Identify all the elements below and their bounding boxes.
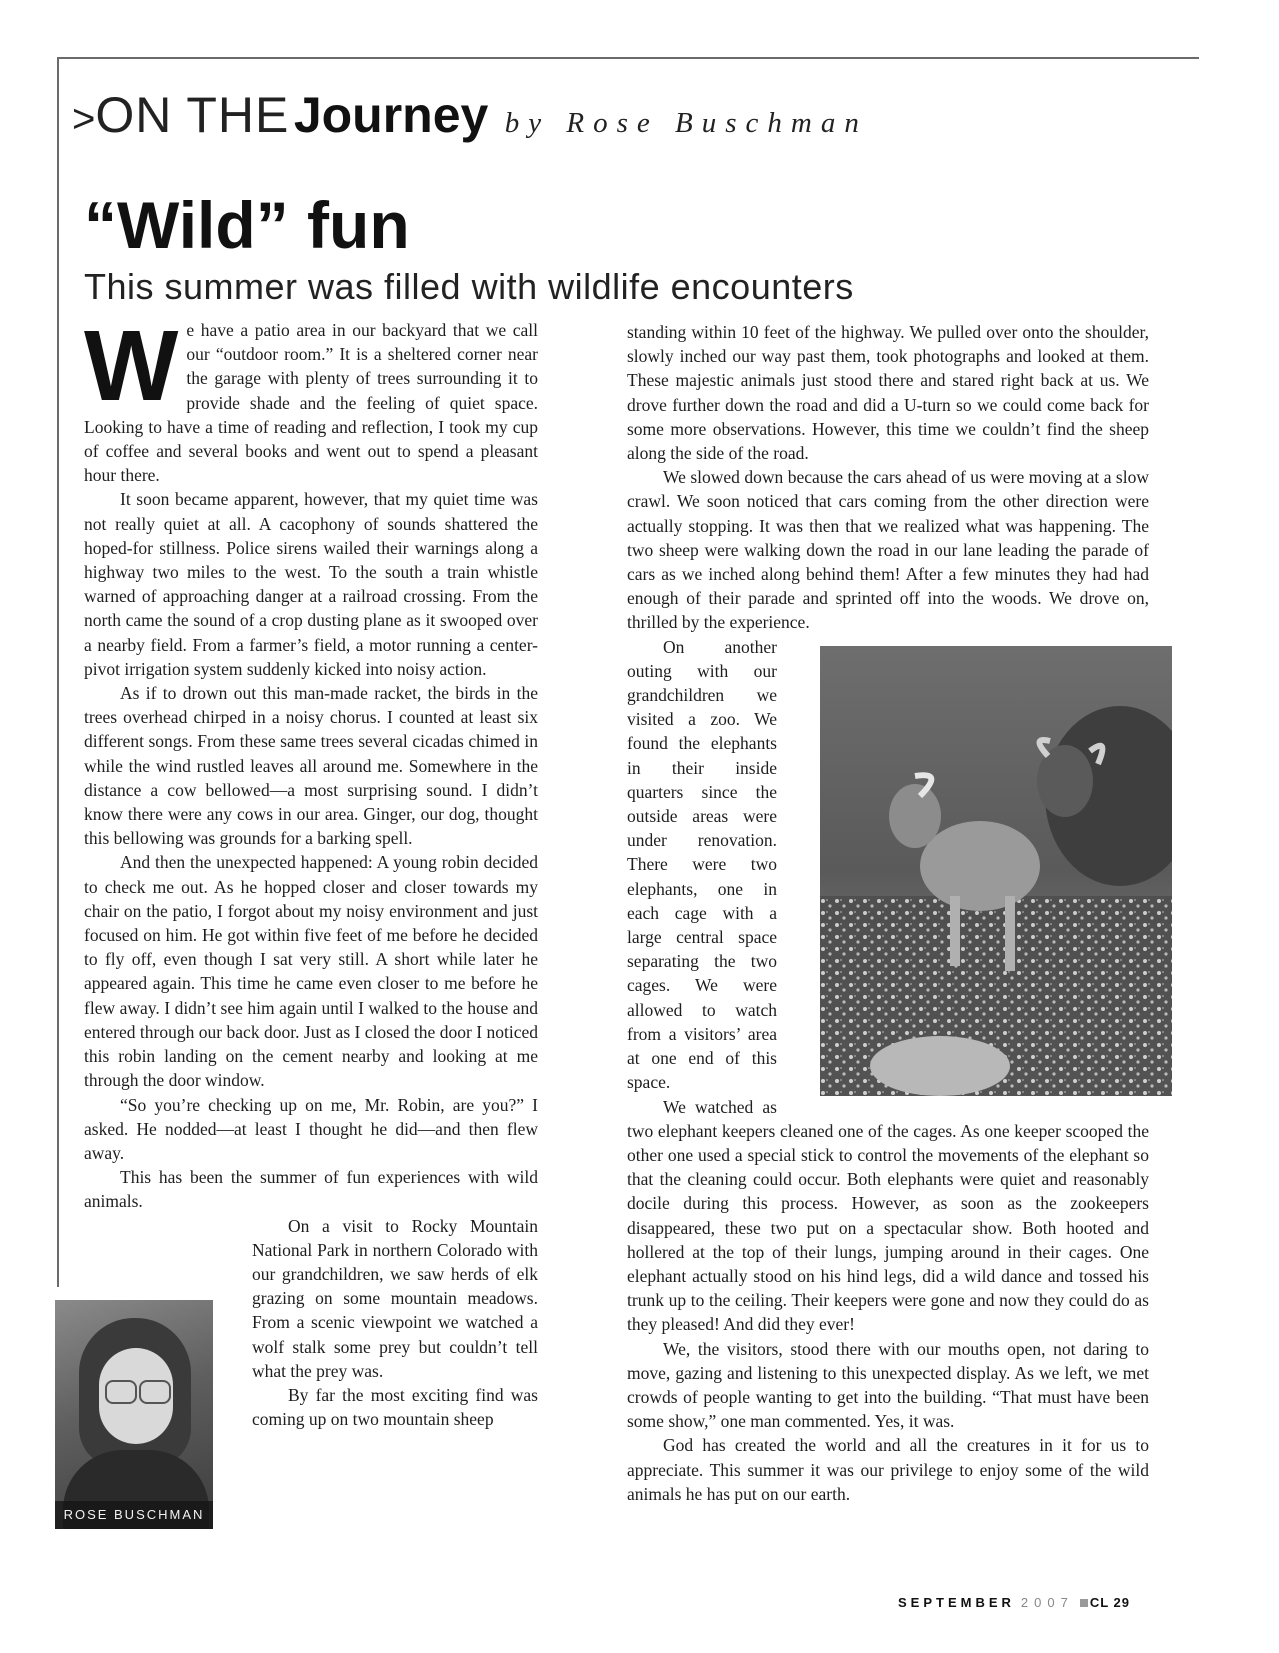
- glasses-lens-left: [105, 1380, 137, 1404]
- byline: by Rose Buschman: [504, 107, 868, 139]
- paragraph: On another outing with our grandchildren we visited a zoo. We found the elephants in their inside quarters since the outside areas were under renovation. There were two elephants, one in each cage with a large central space separating the two cages. We were allowed to watch from a visitors’ area at one end of this space.: [627, 636, 777, 1093]
- article-headline: “Wild” fun: [84, 188, 410, 262]
- arrow-icon: >: [72, 97, 96, 141]
- drop-cap: W: [84, 310, 179, 422]
- page-footer: [800, 1595, 1130, 1610]
- article-subhead: This summer was filled with wildlife encounters: [84, 266, 854, 307]
- paragraph: We watched as two elephant keepers cleaned one of the cages. As one keeper scooped the other one used a special stick to control the movements of the elephant so that the cleaning could occur. Both elephants were quiet and reasonably docile during this process. However, as soon as the zookeepers disappeared, these two put on a spectacular show. Both hooted and hollered at the top of their lungs, jumping around in their cages. One elephant actually stood on his hind legs, did a wild dance and tossed his trunk up to the ceiling. Their keepers were gone and now they could do as they pleased! And did they ever!: [627, 1096, 1149, 1335]
- paragraph: As if to drown out this man-made racket, the birds in the trees overhead chirped in a noisy chorus. I counted at least six different songs. From these same trees several cicadas chimed in while the wind rustled leaves all around me. Somewhere in the distance a cow bellowed—a most surprising sound. I didn’t know there were any cows in our area. Ginger, our dog, thought this bellowing was grounds for a barking spell.: [84, 683, 538, 849]
- frame-left-rule: [57, 57, 59, 1287]
- column-header: [72, 80, 1192, 150]
- author-photo: [55, 1300, 213, 1529]
- sheep-left-head: [889, 784, 941, 848]
- paragraph: We have a patio area in our backyard that we call our “outdoor room.” It is a sheltered corner near the garage with plenty of trees surrounding it to provide shade and the feeling of quiet space. Looking to have a time of reading and reflection, I took my cup of coffee and several books and went out to spend a pleasant hour there.: [84, 310, 538, 486]
- paragraph: By far the most exciting find was coming up on two mountain sheep: [252, 1384, 538, 1430]
- paragraph: “So you’re checking up on me, Mr. Robin, are you?” I asked. He nodded—at least I thought he did—and then flew away.: [84, 1094, 538, 1163]
- paragraph: This has been the summer of fun experiences with wild animals.: [84, 1167, 538, 1212]
- column-name-journey: Journey: [293, 87, 489, 143]
- frame-top-rule: [57, 57, 1199, 59]
- rock: [870, 1036, 1010, 1096]
- photo-credit: ROSE BUSCHMAN: [55, 1501, 213, 1529]
- paragraph: On a visit to Rocky Mountain National Park in northern Colorado with our grandchildren, we saw herds of elk grazing on some mountain meadows. From a scenic viewpoint we watched a wolf stalk some prey but couldn’t tell what the prey was.: [252, 1215, 538, 1381]
- paragraph: It soon became apparent, however, that my quiet time was not really quiet at all. A cacophony of sounds shattered the hoped-for stillness. Police sirens wailed their warnings along a highway two miles to the west. To the south a train whistle warned of approaching danger at a railroad crossing. From the north came the sound of a crop dusting plane as it swooped over a nearby field. From a farmer’s field, a motor running a center-pivot irrigation system suddenly kicked into noisy action.: [84, 489, 538, 679]
- footer-month: SEPTEMBER: [898, 1595, 1015, 1610]
- glasses-lens-right: [139, 1380, 171, 1404]
- footer-year: 2007: [1020, 1595, 1074, 1610]
- paragraph: We slowed down because the cars ahead of us were moving at a slow crawl. We soon noticed that cars coming from the other direction were actually stopping. It was then that we realized what was happening. The two sheep were walking down the road in our lane leading the parade of cars as we inched along behind them! After a few minutes they had had enough of their parade and sprinted off into the woods. We drove on, thrilled by the experience.: [627, 467, 1149, 633]
- paragraph: We, the visitors, stood there with our mouths open, not daring to move, gazing and listening to this unexpected display. As we left, we met crowds of people wanting to get into the building. “That must have been some show,” one man commented. Yes, it was.: [627, 1338, 1149, 1432]
- column-name-on-the: ON THE: [95, 87, 290, 143]
- paragraph: And then the unexpected happened: A young robin decided to check me out. As he hopped closer and closer towards my chair on the patio, I forgot about my noisy environment and just focused on him. He got within five feet of me before he decided to fly off, even though I sat very still. A short while later he appeared again. This time he came even closer to me before he flew away. I didn’t see him again until I walked to the house and entered through our back door. Just as I closed the door I noticed this robin landing on the cement nearby and looking at me through the door window.: [84, 852, 538, 1091]
- paragraph: God has created the world and all the creatures in it for us to appreciate. This summer it was our privilege to enjoy some of the wild animals he has put on our earth.: [627, 1435, 1149, 1504]
- paragraph: standing within 10 feet of the highway. We pulled over onto the shoulder, slowly inched our way past them, took photographs and looked at them. These majestic animals just stood there and stared right back at us. We drove further down the road and did a U-turn so we could come back for some more observations. However, this time we couldn’t find the sheep along the side of the road.: [627, 322, 1149, 464]
- square-bullet-icon: [1080, 1599, 1088, 1607]
- page-number: CL 29: [1089, 1595, 1130, 1610]
- mountain-sheep-photo: [820, 646, 1172, 1096]
- sheep-left-body: [920, 821, 1040, 911]
- sheep-left-leg: [950, 896, 960, 966]
